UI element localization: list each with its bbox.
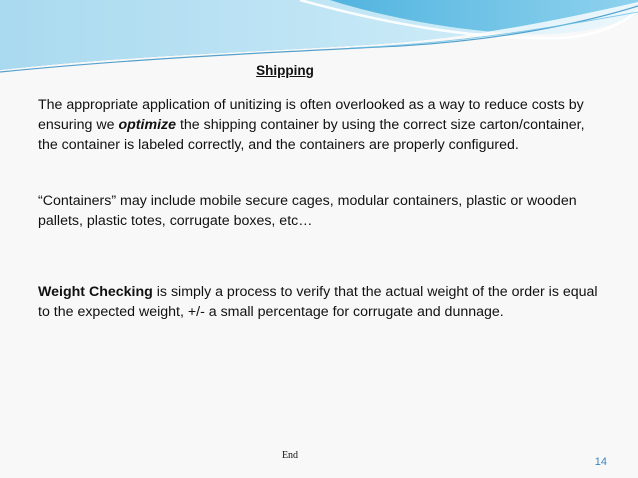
emphasis-optimize: optimize <box>118 117 176 133</box>
paragraph-unitizing-start: The appropriate application of unitizing is often overlooked as a way to reduce costs by ensuring we <box>38 97 584 133</box>
footer-end-label: End <box>281 450 299 461</box>
paragraph-weight-checking-text: is simply a process to verify that the actual weight of the order is equal to the expected weight, +/- a small percentage for corrugate and dunnage. <box>38 284 598 320</box>
paragraph-unitizing <box>38 95 598 155</box>
paragraph-unitizing-end: the shipping container by using the correct size carton/container, the container is labeled correctly, and the containers are properly configured. <box>38 117 585 153</box>
paragraph-weight-checking <box>38 282 598 322</box>
page-number: 14 <box>594 456 607 468</box>
slide-heading: Shipping <box>256 63 314 78</box>
paragraph-containers: “Containers” may include mobile secure cages, modular containers, plastic or wooden pallets, plastic totes, corrugate boxes, etc… <box>38 193 577 229</box>
term-weight-checking: Weight Checking <box>38 284 153 300</box>
